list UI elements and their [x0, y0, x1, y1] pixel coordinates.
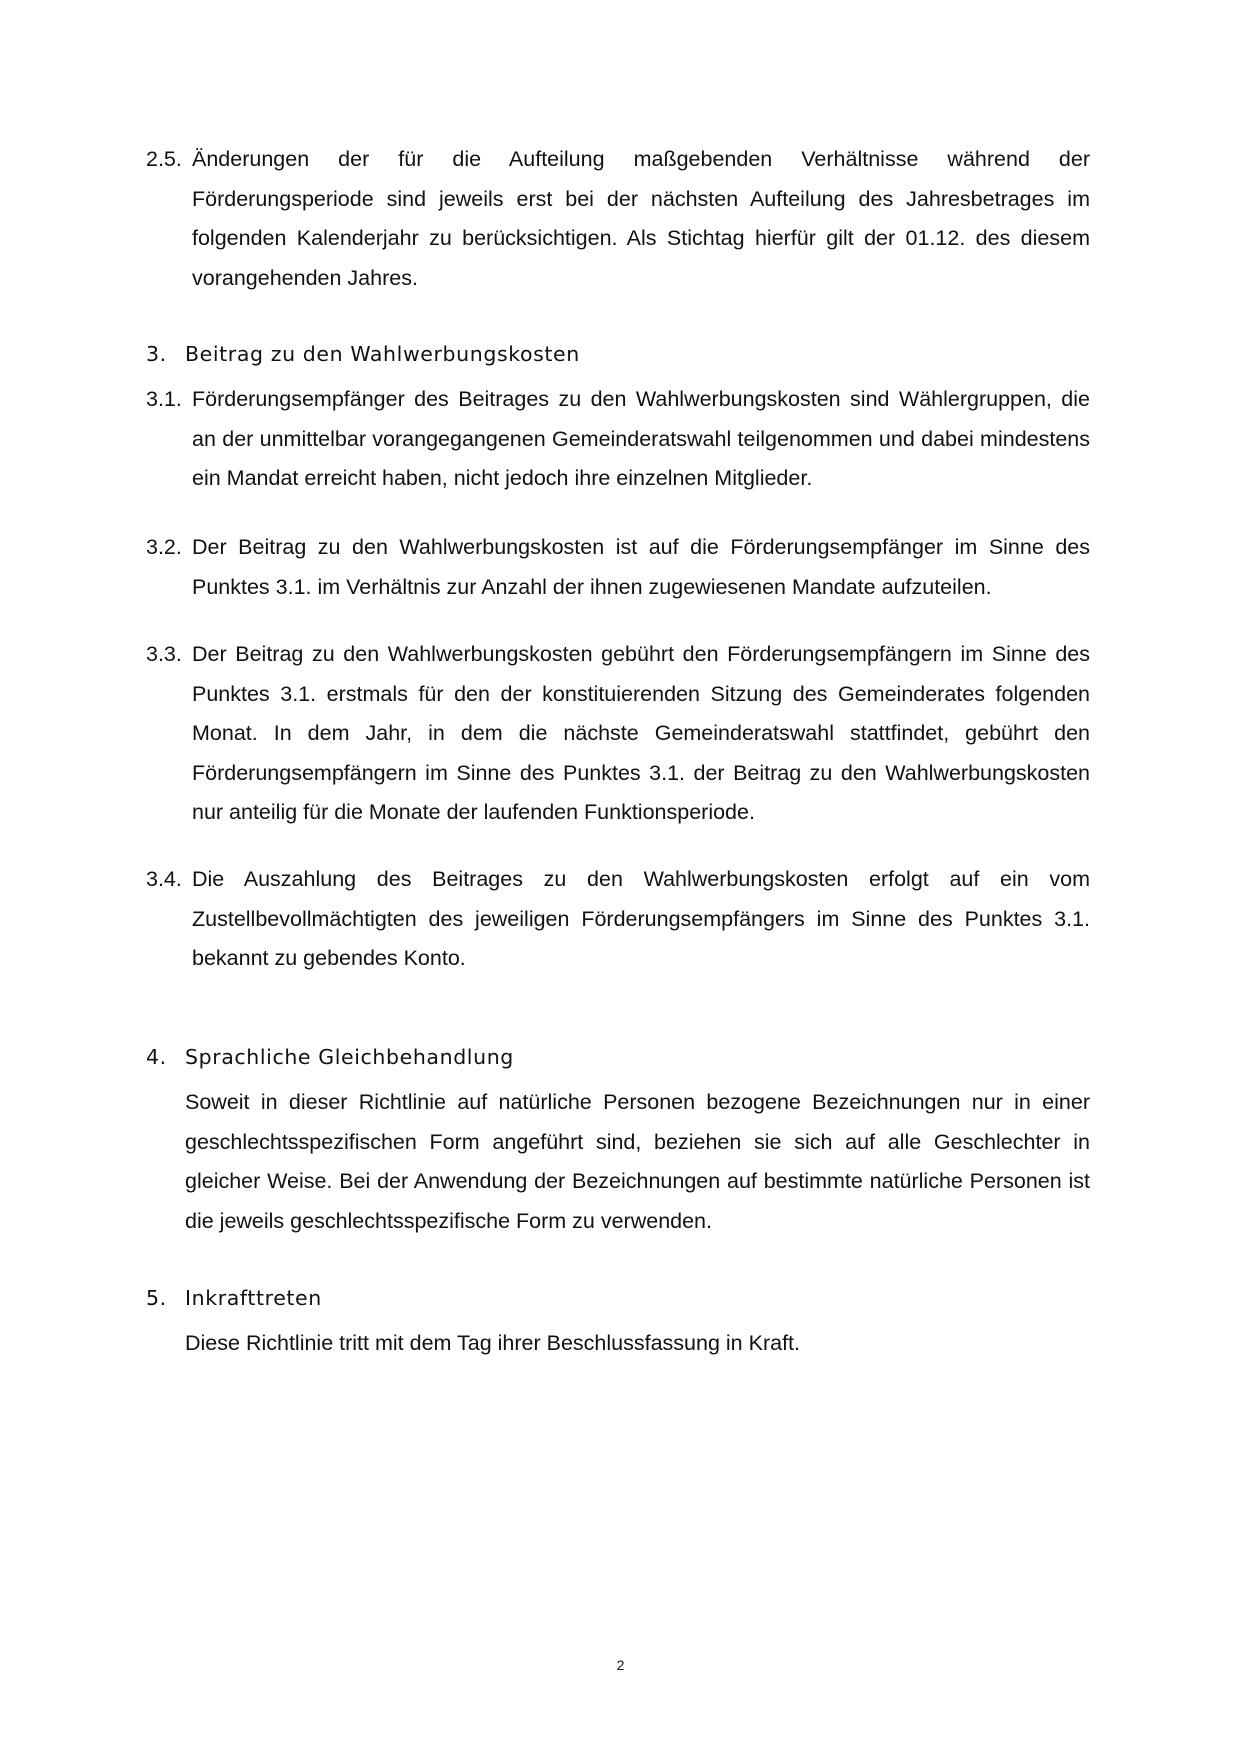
paragraph-text: Der Beitrag zu den Wahlwerbungskosten ist auf die Förderungsempfänger im Sinne des Punktes 3.1. im Verhältnis zur Anzahl der ihnen zugewiesenen Mandate aufzuteilen. — [192, 535, 1090, 599]
paragraph-text: Die Auszahlung des Beitrages zu den Wahlwerbungskosten erfolgt auf ein vom Zustellbevollmächtigten des jeweiligen Förderungsempfängers im Sinne des Punktes 3.1. bekannt zu gebendes Konto. — [192, 867, 1090, 970]
section-heading-5 — [146, 1283, 322, 1313]
paragraph-number: 3.4. — [146, 867, 182, 891]
paragraph-2-5 — [146, 140, 1090, 298]
section-title: Inkrafttreten — [185, 1286, 322, 1310]
section-number: 5. — [146, 1286, 167, 1310]
paragraph-3-3 — [146, 635, 1090, 833]
section-number: 4. — [146, 1045, 167, 1069]
paragraph-number: 2.5. — [146, 147, 182, 171]
section-heading-3 — [146, 339, 580, 369]
paragraph-3-1 — [146, 380, 1090, 499]
paragraph-number: 3.3. — [146, 642, 182, 666]
page-number: 2 — [616, 1657, 625, 1673]
paragraph-number: 3.1. — [146, 387, 182, 411]
section-4-text: Soweit in dieser Richtlinie auf natürliche Personen bezogene Bezeichnungen nur in einer geschlechtsspezifischen Form angeführt sind, beziehen sie sich auf alle Geschlechter in gleicher Weise. Bei der Anwendung der Bezeichnungen auf bestimmte natürliche Personen ist die jeweils geschlechtsspezifische Form zu verwenden. — [185, 1090, 1090, 1233]
section-number: 3. — [146, 342, 167, 366]
section-title: Sprachliche Gleichbehandlung — [185, 1045, 514, 1069]
section-heading-4 — [146, 1042, 514, 1072]
section-title: Beitrag zu den Wahlwerbungskosten — [185, 342, 580, 366]
paragraph-text: Förderungsempfänger des Beitrages zu den Wahlwerbungskosten sind Wählergruppen, die an der unmittelbar vorangegangenen Gemeinderatswahl teilgenommen und dabei mindestens ein Mandat erreicht haben, nicht jedoch ihre einzelnen Mitglieder. — [192, 387, 1090, 490]
paragraph-number: 3.2. — [146, 535, 182, 559]
paragraph-text: Änderungen der für die Aufteilung maßgebenden Verhältnisse während der Förderungsperiode sind jeweils erst bei der nächsten Aufteilung des Jahresbetrages im folgenden Kalenderjahr zu berücksichtigen. Als Stichtag hierfür gilt der 01.12. des diesem vorangehenden Jahres. — [192, 147, 1090, 290]
paragraph-text: Der Beitrag zu den Wahlwerbungskosten gebührt den Förderungsempfängern im Sinne des Punktes 3.1. erstmals für den der konstituierenden Sitzung des Gemeinderates folgenden Monat. In dem Jahr, in dem die nächste Gemeinderatswahl stattfindet, gebührt den Förderungsempfängern im Sinne des Punktes 3.1. der Beitrag zu den Wahlwerbungskosten nur anteilig für die Monate der laufenden Funktionsperiode. — [192, 642, 1090, 824]
paragraph-3-4 — [146, 860, 1090, 979]
section-5-text: Diese Richtlinie tritt mit dem Tag ihrer Beschlussfassung in Kraft. — [185, 1331, 800, 1355]
paragraph-3-2 — [146, 528, 1090, 607]
